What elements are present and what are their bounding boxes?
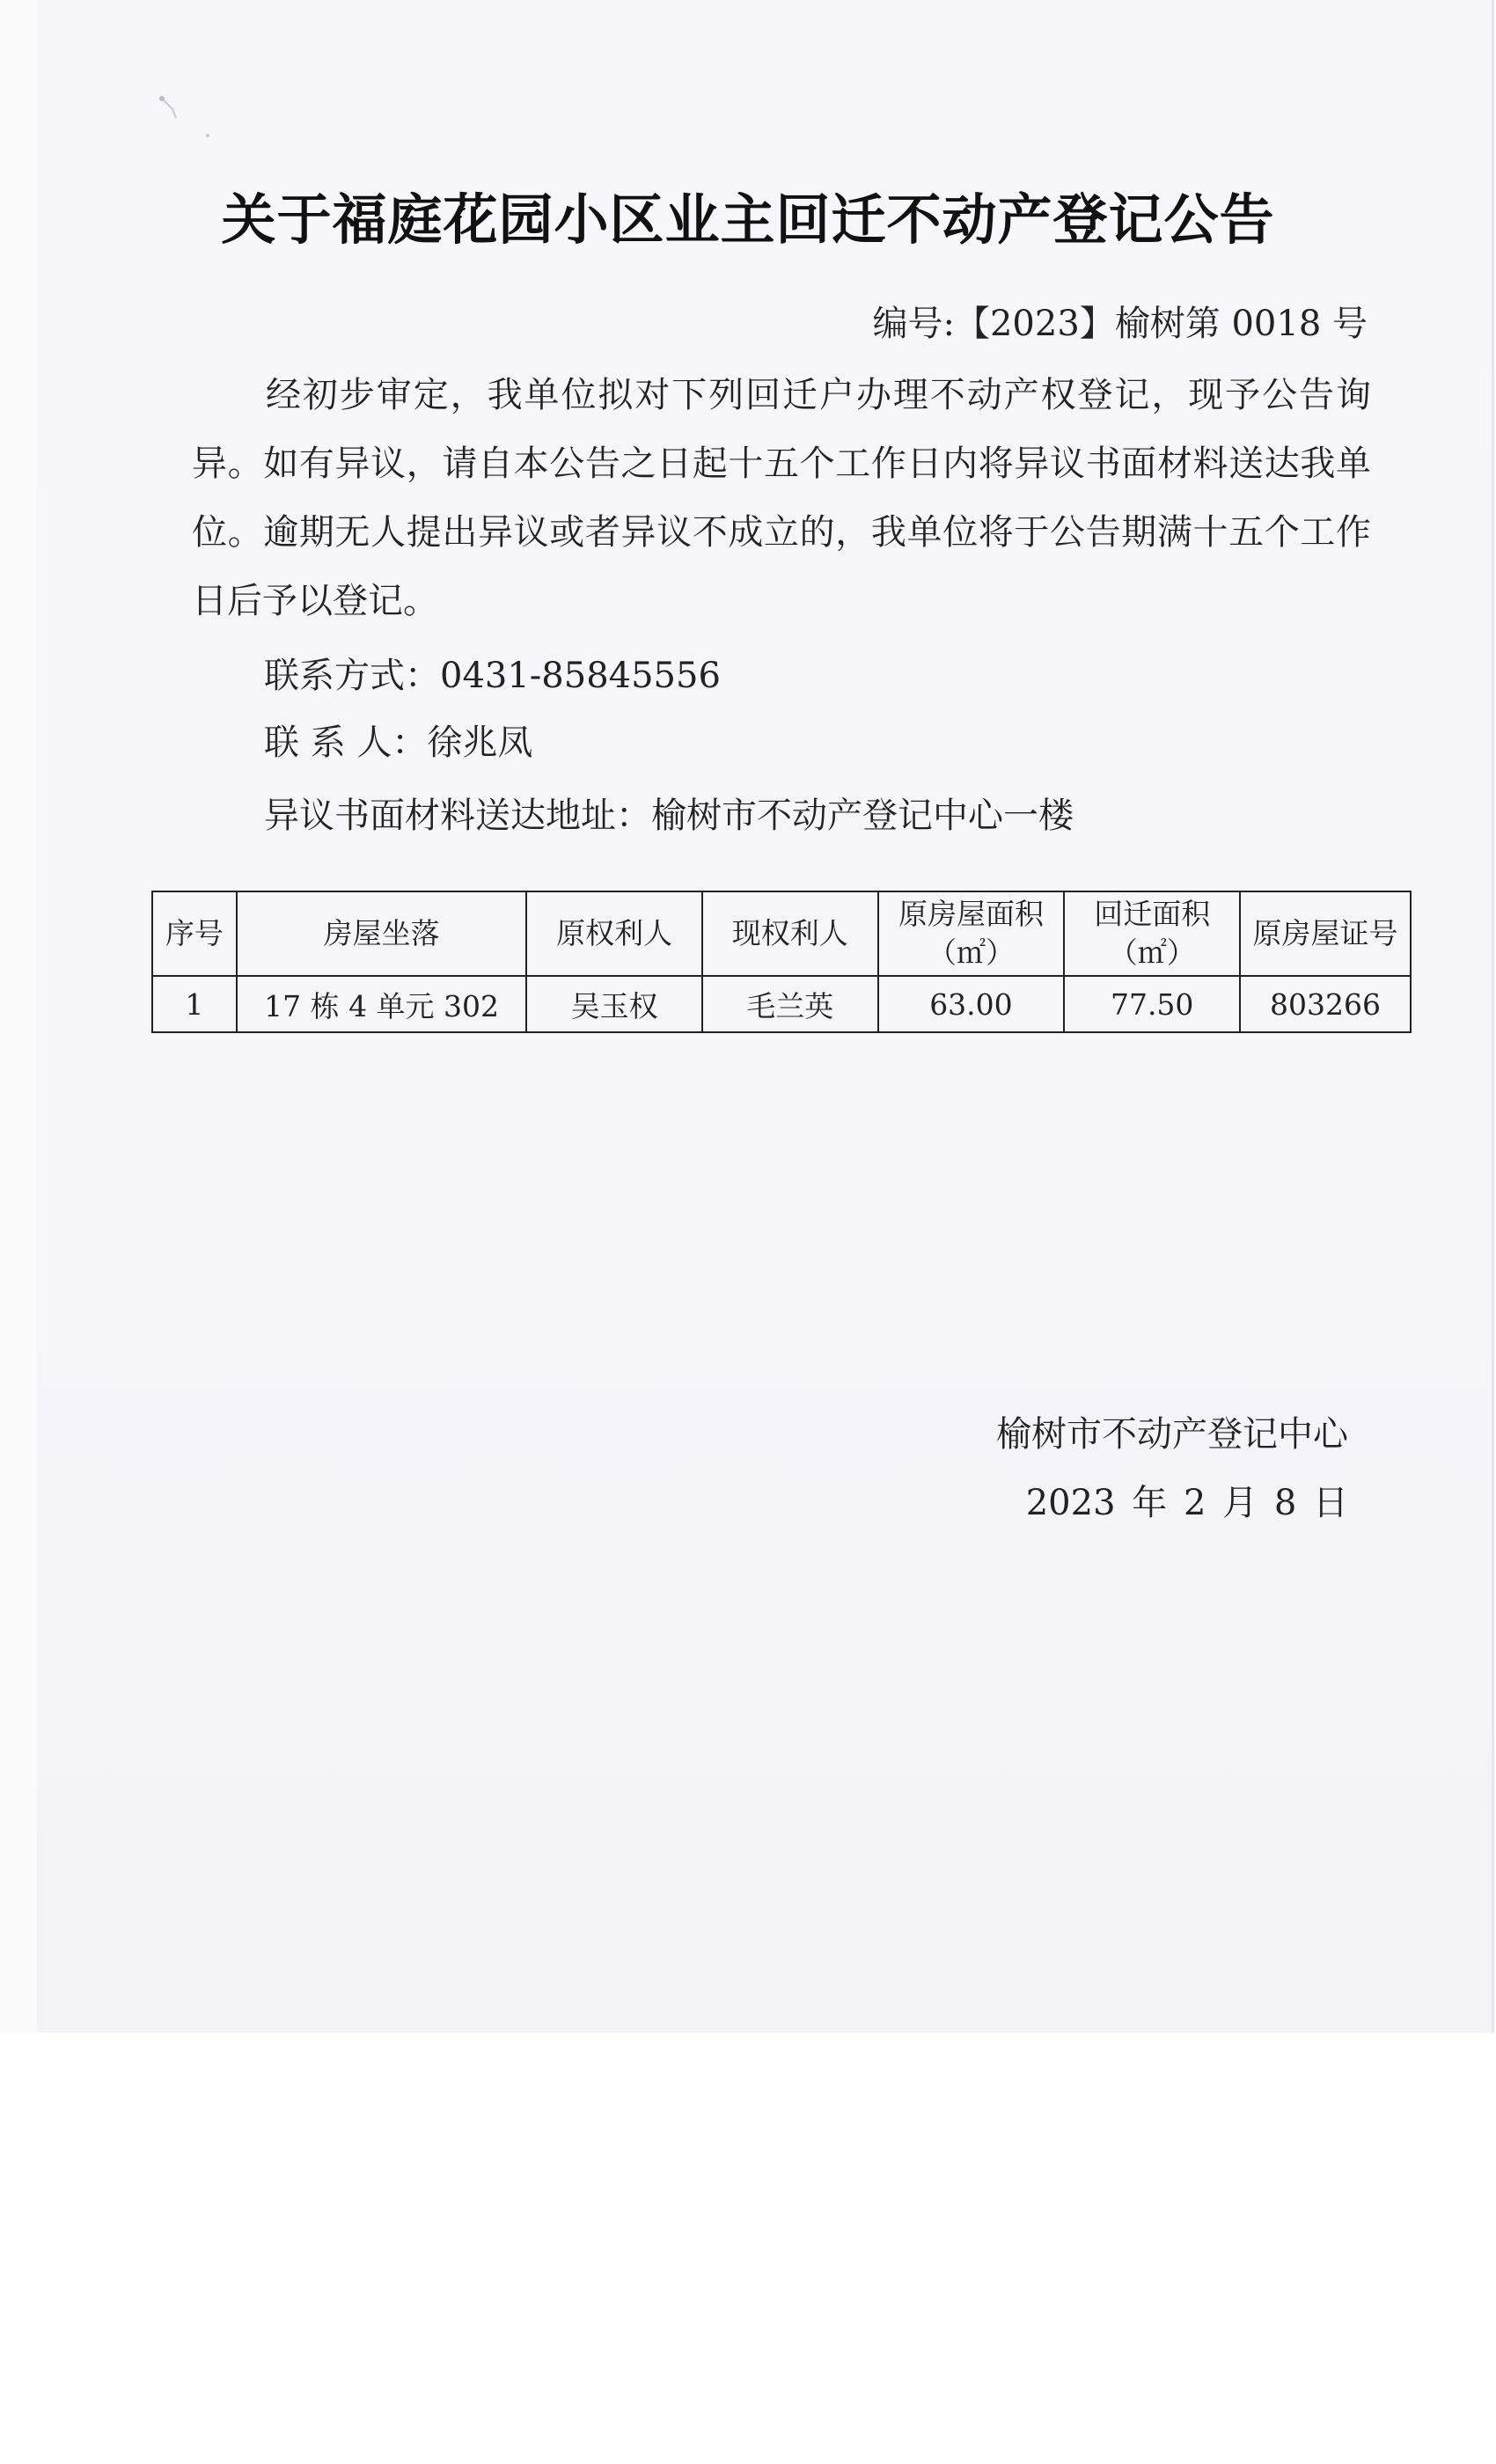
- relocation-table: [151, 891, 1412, 1033]
- header-serial: 序号: [152, 891, 237, 976]
- header-current-owner: 现权利人: [702, 891, 878, 976]
- contact-person: 联 系 人：徐兆凤: [264, 722, 533, 763]
- table-row: [152, 976, 1411, 1032]
- document-number: 编号:【2023】榆树第 0018 号: [872, 304, 1368, 344]
- issue-date: 2023 年 2 月 8 日: [1025, 1483, 1348, 1523]
- header-location: 房屋坐落: [237, 891, 526, 976]
- header-original-owner: 原权利人: [526, 891, 702, 976]
- issuing-organization: 榆树市不动产登记中心: [996, 1414, 1348, 1455]
- table-header-row: [152, 891, 1411, 976]
- cell-current-owner: 毛兰英: [702, 976, 878, 1032]
- objection-address: 异议书面材料送达地址：榆树市不动产登记中心一楼: [264, 796, 1074, 836]
- cell-original-owner: 吴玉权: [526, 976, 702, 1032]
- cell-original-area: 63.00: [878, 976, 1065, 1032]
- header-original-area: 原房屋面积（㎡）: [878, 891, 1065, 976]
- contact-method: 联系方式：0431-85845556: [264, 656, 721, 696]
- scan-margin-strip: [0, 0, 37, 2033]
- cell-location: 17 栋 4 单元 302: [237, 976, 526, 1032]
- notice-body-paragraph: 经初步审定，我单位拟对下列回迁户办理不动产权登记，现予公告询异。如有异议，请自本公告之日起十五个工作日内将异议书面材料送达我单位。逾期无人提出异议或者异议不成立的，我单位将于公告期满十五个工作日后予以登记。: [192, 375, 1371, 621]
- paper-crease-mark: [157, 92, 209, 144]
- header-certificate-number: 原房屋证号: [1240, 891, 1411, 976]
- cell-relocation-area: 77.50: [1064, 976, 1240, 1032]
- cell-certificate-number: 803266: [1240, 976, 1411, 1032]
- cell-serial: 1: [152, 976, 237, 1032]
- header-relocation-area: 回迁面积（㎡）: [1064, 891, 1240, 976]
- document-title: 关于福庭花园小区业主回迁不动产登记公告: [221, 187, 1275, 252]
- sheet-edge: [1492, 0, 1494, 2033]
